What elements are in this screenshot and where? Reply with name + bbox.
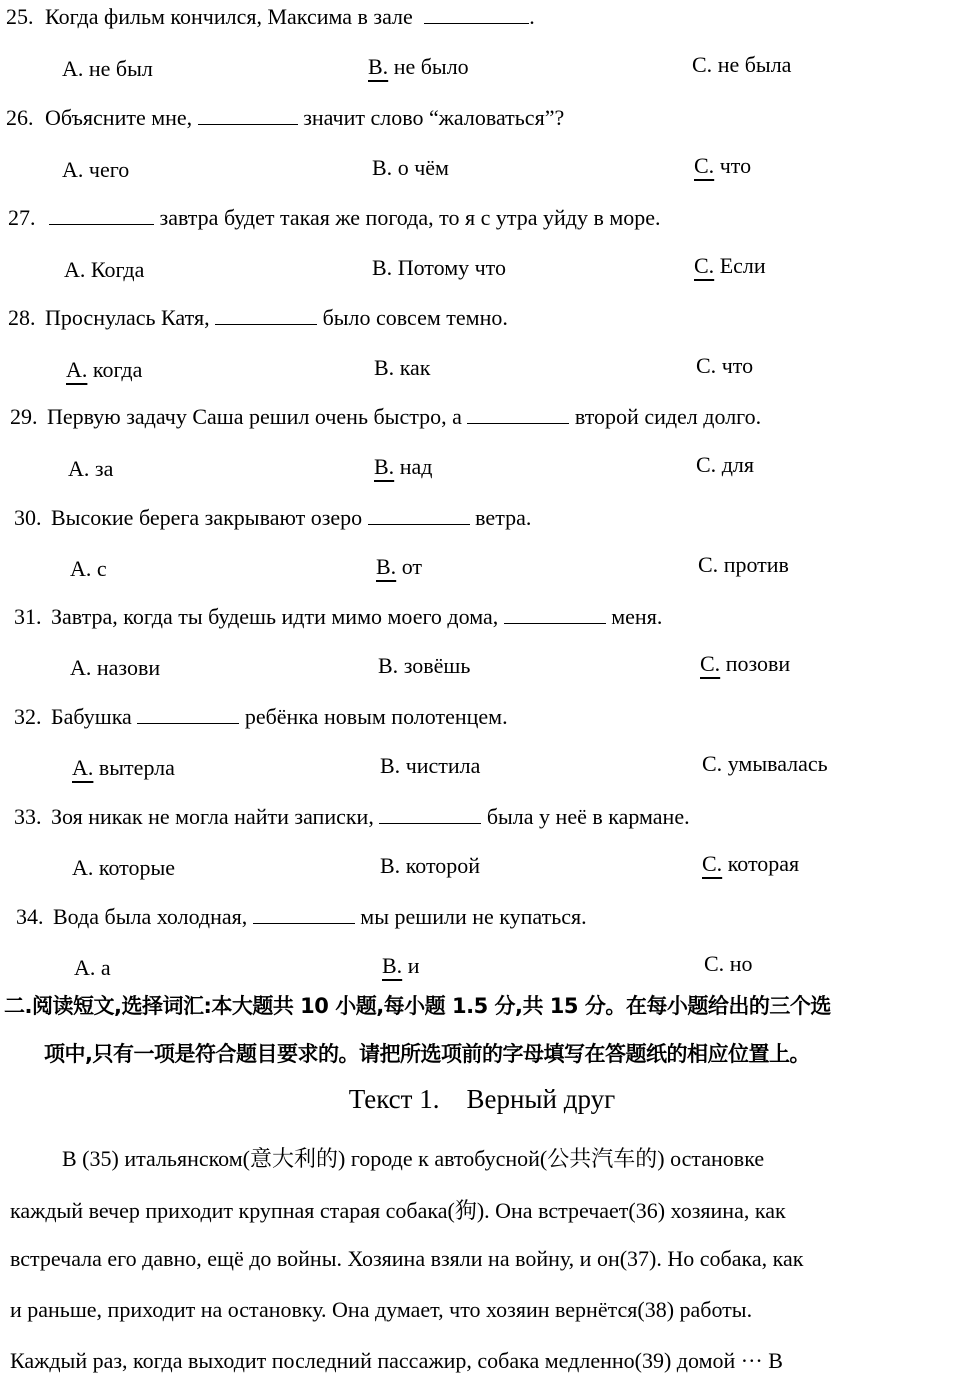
option-c[interactable]: C. против xyxy=(698,552,789,577)
option-b[interactable]: B. над xyxy=(374,454,433,479)
option-c[interactable]: C. умывалась xyxy=(702,751,828,776)
option-c[interactable]: C. позови xyxy=(700,651,791,676)
option-b[interactable]: B. как xyxy=(374,355,431,380)
paragraph-line: В (35) итальянском(意大利的) городе к автобусной(公共汽车的) остановке xyxy=(62,1146,765,1171)
answer-blank[interactable] xyxy=(368,506,470,525)
question-text: Первую задачу Саша решил очень быстро, а xyxy=(47,404,462,429)
question-text-after: меня. xyxy=(611,604,663,629)
answer-blank[interactable] xyxy=(253,905,355,924)
answer-blank[interactable] xyxy=(379,805,481,824)
paragraph-line: каждый вечер приходит крупная старая собака(狗). Она встречает(36) хозяина, как xyxy=(10,1198,786,1223)
answer-blank[interactable] xyxy=(424,5,529,24)
question-text-after: . xyxy=(529,4,535,29)
question-number: 27. xyxy=(8,205,36,230)
question-34 xyxy=(0,904,964,930)
answer-blank[interactable] xyxy=(467,405,569,424)
option-a[interactable]: A. за xyxy=(68,456,114,481)
option-c[interactable]: C. для xyxy=(696,452,754,477)
answer-blank[interactable] xyxy=(49,206,154,225)
question-text-after: была у неё в кармане. xyxy=(486,804,690,829)
option-c[interactable]: C. но xyxy=(704,951,753,976)
question-text: Вода была холодная, xyxy=(53,904,248,929)
option-b[interactable]: B. от xyxy=(376,554,423,579)
question-text-after: мы решили не купаться. xyxy=(360,904,587,929)
question-text: Объясните мне, xyxy=(45,105,193,130)
section-instructions: 二.阅读短文,选择词汇:本大题共 10 小题,每小题 1.5 分,共 15 分。在每小题给出的三个选 xyxy=(4,994,831,1018)
question-number: 34. xyxy=(16,904,44,929)
question-30 xyxy=(0,505,964,531)
option-a[interactable]: A. назови xyxy=(70,655,161,680)
answer-blank[interactable] xyxy=(198,106,298,125)
question-text-after: ребёнка новым полотенцем. xyxy=(244,704,508,729)
option-a[interactable]: A. Когда xyxy=(64,257,145,282)
question-text-after: ветра. xyxy=(475,505,532,530)
question-text: Завтра, когда ты будешь идти мимо моего дома, xyxy=(51,604,499,629)
question-33 xyxy=(0,804,964,830)
option-a[interactable]: A. а xyxy=(74,955,111,980)
option-b[interactable]: B. не было xyxy=(368,54,469,79)
option-a[interactable]: A. с xyxy=(70,556,107,581)
answer-blank[interactable] xyxy=(215,306,317,325)
paragraph-line: Каждый раз, когда выходит последний пассажир, собака медленно(39) домой ··· В xyxy=(10,1348,783,1373)
question-number: 33. xyxy=(14,804,42,829)
option-b[interactable]: B. которой xyxy=(380,853,481,878)
question-text: Бабушка xyxy=(51,704,132,729)
question-number: 32. xyxy=(14,704,42,729)
question-26 xyxy=(0,105,964,131)
question-text: Проснулась Катя, xyxy=(45,305,210,330)
question-number: 29. xyxy=(10,404,38,429)
paragraph-line: встречала его давно, ещё до войны. Хозяина взяли на войну, и он(37). Но собака, как xyxy=(10,1246,804,1271)
answer-blank[interactable] xyxy=(504,605,606,624)
question-29 xyxy=(0,404,964,430)
option-b[interactable]: B. чистила xyxy=(380,753,481,778)
option-b[interactable]: B. о чём xyxy=(372,155,449,180)
question-32 xyxy=(0,704,964,730)
option-b[interactable]: B. Потому что xyxy=(372,255,507,280)
option-a[interactable]: A. которые xyxy=(72,855,176,880)
question-25 xyxy=(0,4,964,30)
option-c[interactable]: C. что xyxy=(696,353,754,378)
option-c[interactable]: C. которая xyxy=(702,851,800,876)
question-28 xyxy=(0,305,964,331)
question-text-after: значит слово “жаловаться”? xyxy=(303,105,565,130)
option-b[interactable]: B. и xyxy=(382,953,420,978)
answer-blank[interactable] xyxy=(137,705,239,724)
option-a[interactable]: A. чего xyxy=(62,157,130,182)
question-31 xyxy=(0,604,964,630)
question-text-after: второй сидел долго. xyxy=(574,404,762,429)
option-a[interactable]: A. когда xyxy=(66,357,143,382)
option-a[interactable]: A. вытерла xyxy=(72,755,175,780)
question-text: Когда фильм кончился, Максима в зале xyxy=(45,4,413,29)
paragraph-line: и раньше, приходит на остановку. Она думает, что хозяин вернётся(38) работы. xyxy=(10,1297,753,1322)
question-text: Зоя никак не могла найти записки, xyxy=(51,804,374,829)
question-text-after: было совсем темно. xyxy=(322,305,508,330)
section-instructions-cont: 项中,只有一项是符合题目要求的。请把所选项前的字母填写在答题纸的相应位置上。 xyxy=(44,1042,810,1066)
question-number: 30. xyxy=(14,505,42,530)
question-text: Высокие берега закрывают озеро xyxy=(51,505,363,530)
option-b[interactable]: B. зовёшь xyxy=(378,653,471,678)
question-number: 31. xyxy=(14,604,42,629)
question-number: 26. xyxy=(6,105,34,130)
option-c[interactable]: C. что xyxy=(694,153,752,178)
question-number: 25. xyxy=(6,4,34,29)
option-a[interactable]: A. не был xyxy=(62,56,153,81)
question-text-after: завтра будет такая же погода, то я с утра уйду в море. xyxy=(159,205,661,230)
question-number: 28. xyxy=(8,305,36,330)
option-c[interactable]: C. Если xyxy=(694,253,766,278)
question-27 xyxy=(0,205,964,231)
text-title: Текст 1. Верный друг xyxy=(348,1084,616,1114)
option-c[interactable]: C. не была xyxy=(692,52,792,77)
